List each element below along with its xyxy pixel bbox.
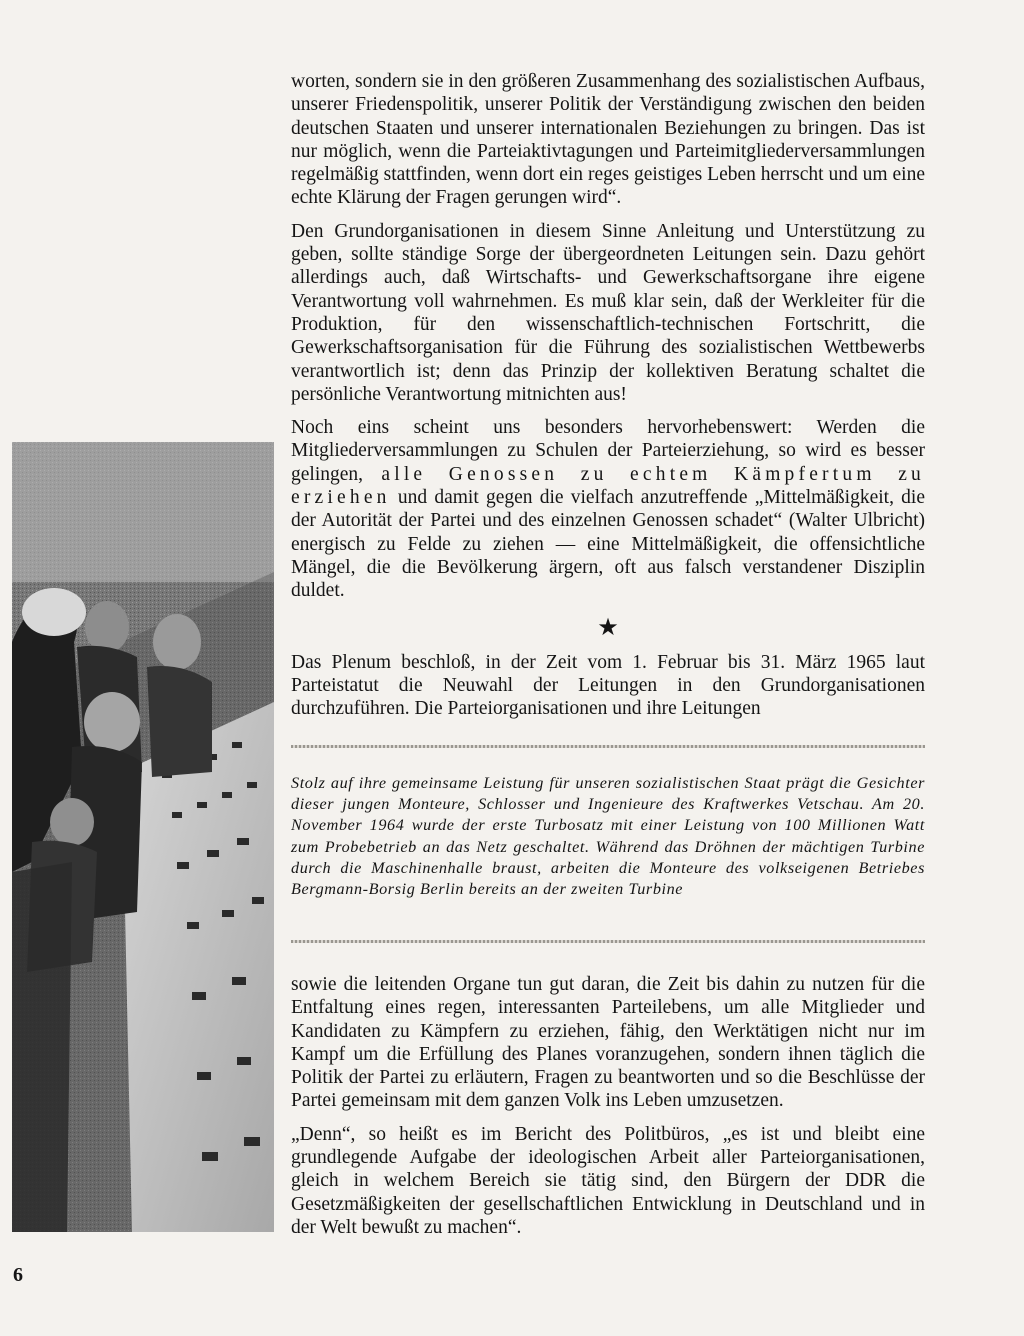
section-star-divider: ★	[597, 614, 619, 641]
body-text-bottom	[291, 973, 925, 1249]
paragraph-1: worten, sondern sie in den größeren Zusammenhang des sozialistischen Aufbaus, unserer Friedenspolitik, unserer Politik der Verständigung zwischen den beiden deutschen Staaten und unserer internationalen Beziehungen zu bringen. Das ist nur möglich, wenn die Parteiaktivtagungen und Parteimitgliederversammlungen regelmäßig stattfinden, wenn dort ein reges geistiges Leben herrscht und um eine echte Klärung der Fragen gerungen wird“.	[291, 71, 925, 209]
paragraph-6: „Denn“, so heißt es im Bericht des Politbüros, „es ist und bleibt eine grundlegende Aufgabe der ideologischen Arbeit aller Parteiorganisationen, gleich in welchem Bereich sie tätig sind, den Bürgern der DDR die Gesetzmäßigkeiten der gesellschaftlichen Entwicklung in Deutschland und in der Welt bewußt zu machen“.	[291, 1123, 925, 1238]
paragraph-3-end: und damit gegen die vielfach anzutreffende „Mittelmäßigkeit, die der Autorität der Partei und des einzelnen Genossen schadet“ (Walter Ulbricht) energisch zu Felde zu ziehen — eine Mittelmäßigkeit, die offensichtliche Mängel, die die Bevölkerung ärgern, oft aus falsch verstandener Disziplin duldet.	[291, 487, 926, 602]
photo-caption: Stolz auf ihre gemeinsame Leistung für unseren sozialistischen Staat prägt die Gesichter dieser jungen Monteure, Schlosser und Ingenieure des Kraftwerkes Vetschau. Am 20. November 1964 wurde der erste Turbosatz mit einer Leistung von 100 Millionen Watt zum Probebetrieb an das Netz geschaltet. Während das Dröhnen der mächtigen Turbine durch die Maschinenhalle braust, arbeiten die Monteure des volkseigenen Betriebes Bergmann-Borsig Berlin bereits an der zweiten Turbine	[291, 774, 925, 899]
letterspaced-emphasis: alle Genossen zu echtem Kämpfertum zu erziehen	[291, 463, 926, 509]
caption-rule-top	[291, 745, 925, 748]
paragraph-2: Den Grundorganisationen in diesem Sinne Anleitung und Unterstützung zu geben, sollte ständige Sorge der übergeordneten Leitungen sein. Dazu gehört allerdings auch, daß Wirtschafts- und Gewerkschaftsorgane ihre eigene Verantwortung voll wahrnehmen. Es muß klar sein, daß der Werkleiter für die Produktion, für den wissenschaftlich-technischen Fortschritt, die Gewerkschaftsorganisation für die Führung des sozialistischen Wettbewerbs verantwortlich ist; denn das Prinzip der kollektiven Beratung schaltet die persönliche Verantwortung mitnichten aus!	[291, 220, 925, 405]
photo-illustration	[12, 442, 274, 1232]
paragraph-5: sowie die leitenden Organe tun gut daran, die Zeit bis dahin zu nutzen für die Entfaltung eines regen, interessanten Parteilebens, um alle Mitglieder und Kandidaten zu Kämpfern zu erziehen, fähig, den Werktätigen nicht nur im Kampf um die Erfüllung des Planes voranzugehen, sondern ihnen täglich die Politik der Partei zu erläutern, Fragen zu beantworten und so die Beschlüsse der Partei gemeinsam mit dem ganzen Volk ins Leben umzusetzen.	[291, 974, 925, 1112]
paragraph-4: Das Plenum beschloß, in der Zeit vom 1. Februar bis 31. März 1965 laut Parteistatut die Neuwahl der Leitungen in den Grundorganisationen durchzuführen. Die Parteiorganisationen und ihre Leitungen	[291, 651, 925, 720]
caption-rule-bottom	[291, 940, 925, 943]
paragraph-3	[291, 416, 925, 602]
photo-workers-control-panel	[12, 442, 274, 1232]
page-number: 6	[13, 1264, 23, 1286]
body-text-top	[291, 70, 925, 720]
paragraph-3-start: Noch eins scheint uns besonders hervorhebenswert: Werden die Mitgliederversammlungen zu Schulen der Parteierziehung, so wird es besser gelingen,	[291, 417, 925, 485]
